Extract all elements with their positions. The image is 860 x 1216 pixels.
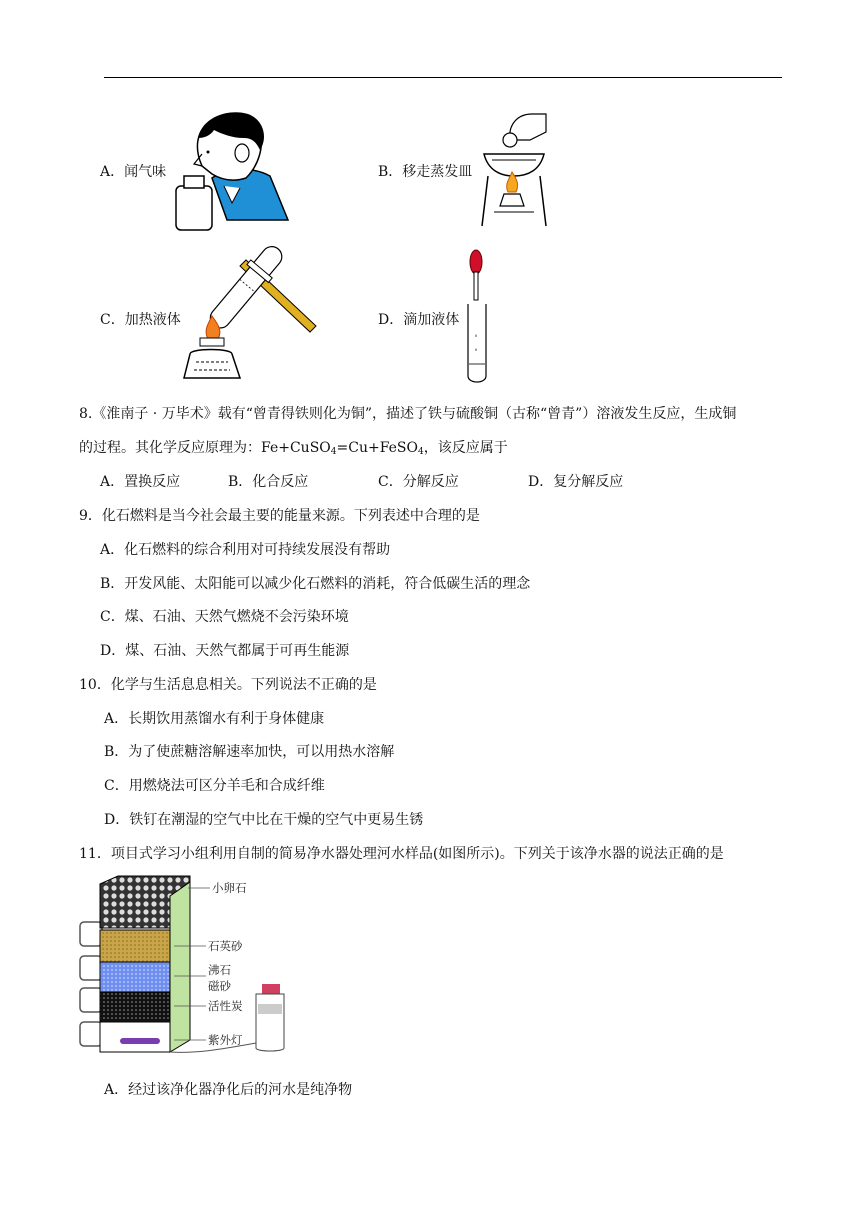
label-magnetic-sand: 磁砂	[208, 979, 231, 993]
q10-option-b: B．为了使蔗糖溶解速率加快，可以用热水溶解	[104, 744, 395, 760]
label-quartz-sand: 石英砂	[208, 939, 243, 953]
q7-option-b: B．移走蒸发皿	[378, 164, 473, 180]
q8-option-a: A．置换反应	[100, 474, 181, 490]
q10-option-d: D．铁钉在潮湿的空气中比在干燥的空气中更易生锈	[104, 812, 424, 828]
q8-option-c: C．分解反应	[378, 474, 459, 490]
q11-option-a: A．经过该净化器净化后的河水是纯净物	[104, 1082, 353, 1098]
q10-option-c: C．用燃烧法可区分羊毛和合成纤维	[104, 778, 325, 794]
q8-option-b: B．化合反应	[228, 474, 309, 490]
q9-stem: 9．化石燃料是当今社会最主要的能量来源。下列表述中合理的是	[79, 508, 480, 524]
heating-liquid-illustration	[182, 246, 320, 384]
evaporating-dish-illustration	[480, 110, 550, 232]
dropping-liquid-illustration	[464, 248, 490, 384]
q10-option-a: A．长期饮用蒸馏水有利于身体健康	[104, 711, 325, 727]
q7-option-c: C．加热液体	[100, 312, 181, 328]
q8-stem-line2: 的过程。其化学反应原理为：Fe+CuSO$_4$=Cu+FeSO$_4$，该反应属于	[79, 440, 508, 457]
q9-option-b: B．开发风能、太阳能可以减少化石燃料的消耗，符合低碳生活的理念	[100, 576, 531, 592]
header-rule	[104, 77, 782, 78]
q11-stem: 11．项目式学习小组利用自制的简易净水器处理河水样品(如图所示)。下列关于该净水器的说法正确的是	[79, 846, 724, 862]
label-uv-lamp: 紫外灯	[208, 1033, 243, 1047]
q10-stem: 10．化学与生活息息相关。下列说法不正确的是	[79, 677, 377, 693]
smelling-illustration	[172, 108, 290, 234]
label-pebbles: 小卵石	[212, 881, 247, 895]
q7-option-a: A．闻气味	[100, 164, 167, 180]
q8-stem-line1: 8.《淮南子 · 万毕术》载有“曾青得铁则化为铜”，描述了铁与硫酸铜（古称“曾青”）溶液发生反应，生成铜	[79, 406, 737, 422]
q8-option-d: D．复分解反应	[528, 474, 624, 490]
water-purifier-diagram	[78, 876, 298, 1058]
q9-option-a: A．化石燃料的综合利用对可持续发展没有帮助	[100, 542, 391, 558]
q7-option-d: D．滴加液体	[378, 312, 460, 328]
q9-option-c: C．煤、石油、天然气燃烧不会污染环境	[100, 609, 349, 625]
q9-option-d: D．煤、石油、天然气都属于可再生能源	[100, 643, 350, 659]
label-zeolite: 沸石	[208, 963, 231, 977]
label-activated-carbon: 活性炭	[208, 999, 243, 1013]
